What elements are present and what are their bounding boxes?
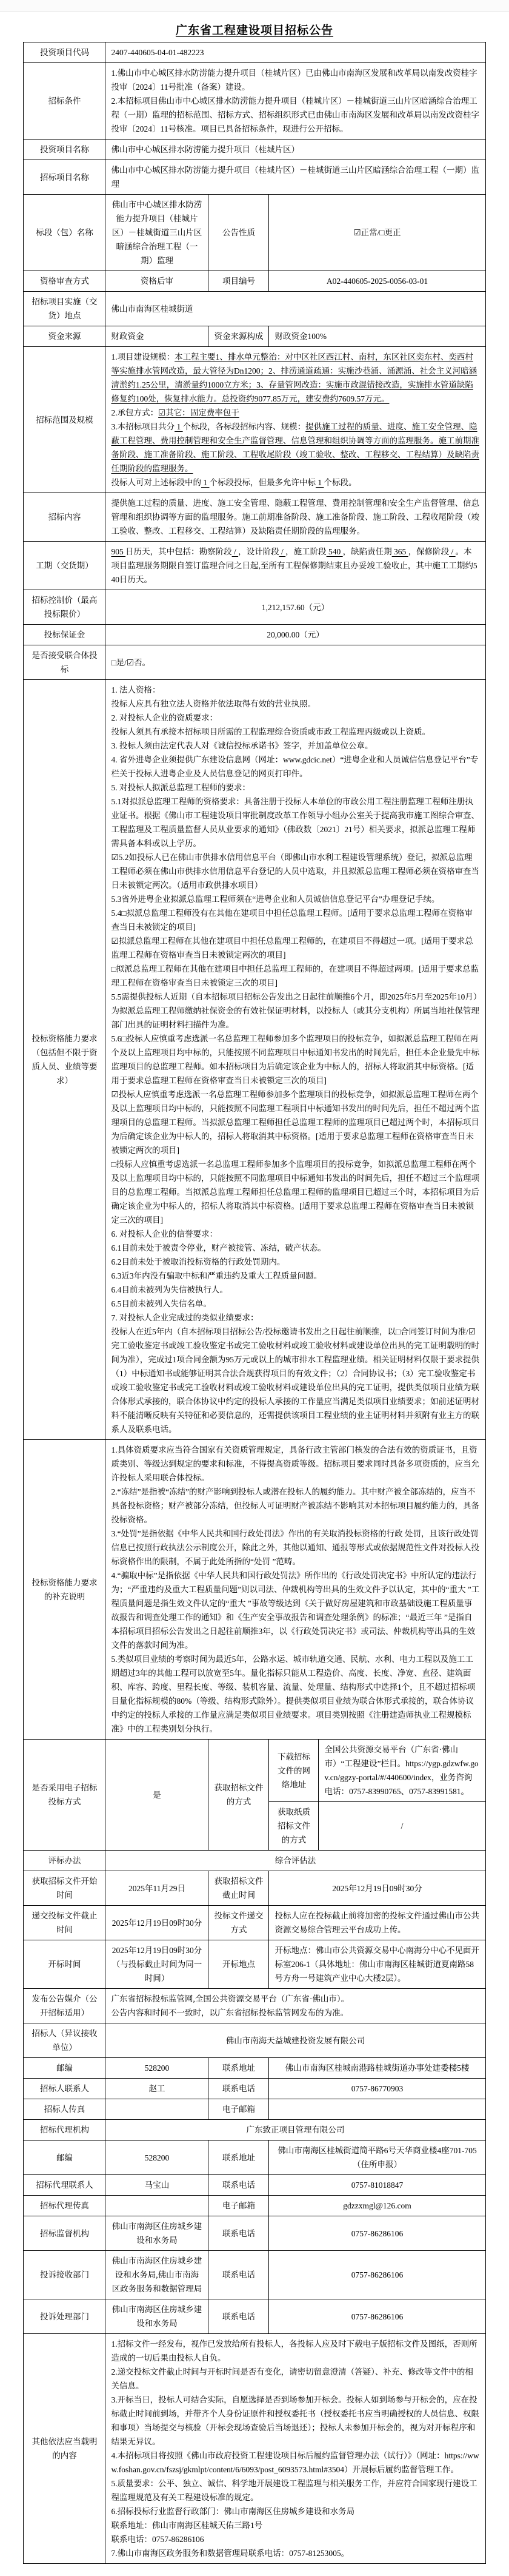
project-number-label: 项目编号 bbox=[208, 271, 269, 292]
bid-bond-label: 投标保证金 bbox=[24, 625, 105, 645]
implementation-place-label: 招标项目实施（交货）地点 bbox=[24, 292, 105, 326]
submit-method-label: 投标文件递交方式 bbox=[208, 1906, 269, 1940]
complaint-receiving-value: 佛山市南海区住房城乡建设和水务局,佛山市南海区政务服务和数据管理局 bbox=[105, 2251, 208, 2299]
agency-contact-label: 招标代理联系人 bbox=[24, 2175, 105, 2196]
row-tenderer-contact bbox=[24, 2079, 485, 2099]
duration-label: 工期（交货期） bbox=[24, 542, 105, 590]
row-investment-project-name bbox=[24, 140, 485, 160]
agency-phone-value: 0757-81018847 bbox=[269, 2175, 485, 2196]
tender-content-label: 招标内容 bbox=[24, 493, 105, 542]
funding-mix-label: 资金来源构成 bbox=[208, 326, 269, 347]
agency-label: 招标代理机构 bbox=[24, 2120, 105, 2141]
section-package-label: 标段（包）名称 bbox=[24, 195, 105, 271]
tenderer-phone-value: 0757-86770903 bbox=[269, 2079, 485, 2099]
tenderer-fax-value bbox=[105, 2099, 208, 2120]
agency-email-value: gdzzxmgl@126.com bbox=[269, 2196, 485, 2216]
doc-start-value: 2025年11月29日 bbox=[105, 1871, 208, 1906]
project-code-label: 投资项目代码 bbox=[24, 42, 105, 63]
supervision-authority-label: 招标监督机构 bbox=[24, 2216, 105, 2251]
duration-value: 905 日历天，其中包括：勘察阶段 / ，设计阶段 / ，施工阶段 540 ，缺陷责任期 365 ，保修阶段 / 。本项目监理服务期限自签订监理合同之日起,至所有工程保修期结束且办妥竣工验收止，其中施工工期约540日历天。 bbox=[105, 542, 485, 590]
tender-scope-value: 1.项目建设规模：本工程主要1、排水单元整治：对中区社区西江村、南村，东区社区奕东村、奕西村等实施排水管网改造，最大管径为Dn1200；2、排涝通道疏通：实施沙巷涌、涌源涌、社会主义河暗涵清淤约1.25公里，清淤量约1000立方米；3、存量管网改造：实施市政混错接改造，实施排水管道缺陷修复约100处，恢复排水能力。总投资约9077.85万元，建安费约7609.57万元。 2.承包方式：☑其它：固定费率包干 3.本招标项目共分 1 个标段，各标段招标内容、规模：提供施工过程的质量、进度、施工安全管理、隐蔽工程管理、费用控制管理和安全生产监督管理、信息管理和组织协调等方面的监理服务。施工前期准备阶段、施工准备阶段、施工阶段、工程收尾阶段（竣工验收、整改、工程移交、工程结算）及缺陷责任期阶段的监理服务。 投标人可对上述标段中的 1 个标段投标，但最多允许中标 1 个标段。 bbox=[105, 347, 485, 493]
evaluation-method-label: 评标办法 bbox=[24, 1851, 105, 1871]
agency-postcode-value: 528200 bbox=[105, 2141, 208, 2175]
paper-documents-value: / bbox=[319, 1802, 485, 1851]
agency-address-value: 佛山市南海区桂城街道简平路6号天华商业楼4座701-705（住所申报） bbox=[269, 2141, 485, 2175]
row-tender-scope bbox=[24, 347, 485, 493]
other-contents-label: 其他依法应当载明的内容 bbox=[24, 2334, 105, 2564]
tenderer-value: 佛山市南海天益城建投资发展有限公司 bbox=[105, 2023, 485, 2058]
row-qualification-review bbox=[24, 271, 485, 292]
row-control-price bbox=[24, 590, 485, 625]
download-address-label: 下载招标文件的网络地址 bbox=[269, 1740, 319, 1802]
complaint-handling-phone-value: 0757-86286106 bbox=[269, 2299, 485, 2334]
supervision-phone-value: 0757-86286106 bbox=[269, 2216, 485, 2251]
other-contents-value: 1.招标文件一经发布，视作已发放给所有投标人，各投标人应及时下载电子版招标文件及图纸，否则所造成的一切后果由投标人自负。 2.递交投标文件截止时间与开标时间是否有变化，请密切留意澄清（答疑）、补充、修改等文件中的相关信息。 3.开标当日，投标人可结合实际，自愿选择是否到场参加开标会。投标人如到场参与开标会的，应在投标截止时间前到场，并带齐个人身份证原件和授权委托书（授权委托书应当明确授权的人员信息、权限和事项）当场提交与核验（开标会现场查验后当场退还）；投标人未参加开标会的，视为对开标程序和结果无异议。 4.本招标项目将按照《佛山市政府投资工程建设项目标后履约监督管理办法（试行）》（网址：https://www.foshan.gov.cn/fszsj/gkmlpt/content/6/6093/post_6093573.html#3504）开展标后履约监督管理工作。 5.质量要求：公平、独立、诚信、科学地开展建设工程监理与相关服务工作，并应符合国家现行建设工程监理规范及有关工程建设标准的规定。 6.招标投标行业监督行政部门：佛山市南海区住房城乡建设和水务局 联系地址：佛山市南海区桂城天佑三路1号 联系电话：0757-86286106 7.佛山市南海区政务服务和数据管理局联系电话：0757-81253005。 bbox=[105, 2334, 485, 2564]
project-number-value: A02-440605-2025-0056-03-01 bbox=[269, 271, 485, 292]
agency-postcode-label: 邮编 bbox=[24, 2141, 105, 2175]
doc-end-label: 获取招标文件截止时间 bbox=[208, 1871, 269, 1906]
row-agency-contact bbox=[24, 2175, 485, 2196]
row-tenderer-postcode bbox=[24, 2058, 485, 2079]
tenderer-address-label: 联系地址 bbox=[208, 2058, 269, 2079]
qualification-supplement-value: 1.具体资质要求应当符合国家有关资质管理规定，具备行政主管部门核发的合法有效的资质证书，且资质类别、等级达到规定的要求和标准，不得提高资质等级。招标项目要求同时具备多项资质的，应当允许投标人采用联合体投标。 2.“冻结”是指被“冻结”的财产影响到投标人或潜在投标人的履约能力。其中财产被全部冻结的，应当不具备投标资格；财产被部分冻结，但投标人可证明财产被冻结不影响其对本招标项目履约能力的，具备投标资格。 3.“处罚”是指依据《中华人民共和国行政处罚法》作出的有关取消投标资格的行政 处罚，且该行政处罚信息已按照行政执法公示制度公开，除此之外，其他以通知、通报等形式或依据规范性文件对投标人投标资格作出的限制，不属于此处所指的“处罚 ”范畴。 4.“骗取中标”是指依据《中华人民共和国行政处罚法》所作出的《行政处罚决定书》中所认定的违法行为；“严重违约及重大工程质量问题”则以司法、仲裁机构等出具的生效文件予以认定，其中的“重大 ”工程质量问题是指生效文件认定的“重大 ”事故等级达到《关于做好房屋建筑和市政基础设施工程质量事故报告和调查处理工作的通知》和《生产安全事故报告和调查处理条例》的标准；“最近三年 ”是指自本招标项目招标公告发出之日起往前顺推3年，以《行政处罚决定书》或司法、仲裁机构等出具的生效文件的落款时间为准。 5.类似项目业绩的考察时间为最近5年，公路水运、城市轨道交通、民航、水利、电力工程以及施工工期超过3年的其他工程可以放宽至5年。量化指标只能从工程造价、高度、长度、净宽、直径、建筑面积、库容、跨度、里程长度、等级、装机容量、流量、处理量、结构形式中选择1个，且不超过招标项目量化指标规模的80%（等级、结构形式除外）。提供类似项目业绩为联合体形式承接的，联合体协议中约定的投标人承接的工作量应满足类似项目业绩要求。项目类别按照《注册建造师执业工程规模标准》中的工程类别划分执行。 bbox=[105, 1440, 485, 1740]
agency-contact-value: 马宝山 bbox=[105, 2175, 208, 2196]
page-title: 广东省工程建设项目招标公告 bbox=[175, 24, 333, 37]
announcement-table bbox=[23, 42, 485, 2564]
tenderer-postcode-value: 528200 bbox=[105, 2058, 208, 2079]
row-complaint-receiving bbox=[24, 2251, 485, 2299]
row-agency-fax bbox=[24, 2196, 485, 2216]
row-document-times bbox=[24, 1871, 485, 1906]
doc-end-value: 2025年12月19日09时30分 bbox=[269, 1871, 485, 1906]
project-code-value: 2407-440605-04-01-482223 bbox=[105, 42, 485, 63]
row-qualification-requirements bbox=[24, 680, 485, 1440]
open-place-value: 开标地点：佛山市公共资源交易中心南海分中心不见面开标室206-1（具体地址：佛山市南海区桂城街道夏南路58号方舟一号建筑产业中心大楼2层）。 bbox=[269, 1940, 485, 1989]
investment-project-name-label: 投资项目名称 bbox=[24, 140, 105, 160]
tender-project-name-label: 招标项目名称 bbox=[24, 160, 105, 195]
complaint-handling-phone-label: 联系电话 bbox=[208, 2299, 269, 2334]
bid-bond-value: 20,000.00（元） bbox=[105, 625, 485, 645]
agency-address-label: 联系地址 bbox=[208, 2141, 269, 2175]
open-time-label: 开标时间 bbox=[24, 1940, 105, 1989]
tender-conditions-value: 1.佛山市中心城区排水防涝能力提升项目（桂城片区）已由佛山市南海区发展和改革局以南发改资桂字投审〔2024〕11号批准（备案）建设。 2.本招标项目佛山市中心城区排水防涝能力提升项目（桂城片区）－桂城街道三山片区暗涵综合治理工程（一期）监理的招标范围、招标方式、招标组织形式已由佛山市南海区发展和改革局以南发改资桂字投审〔2024〕11号核准。项目已具备招标条件，现进行公开招标。 bbox=[105, 63, 485, 140]
row-consortium bbox=[24, 645, 485, 680]
agency-phone-label: 联系电话 bbox=[208, 2175, 269, 2196]
row-tenderer bbox=[24, 2023, 485, 2058]
agency-value: 广东致正项目管理有限公司 bbox=[105, 2120, 485, 2141]
tenderer-address-value: 佛山市南海区桂城南港路桂城街道办事处建委楼5楼 bbox=[269, 2058, 485, 2079]
agency-email-label: 电子邮箱 bbox=[208, 2196, 269, 2216]
row-tender-content bbox=[24, 493, 485, 542]
tender-content-value: 提供施工过程的质量、进度、施工安全管理、隐蔽工程管理、费用控制管理和安全生产监督管理、信息管理和组织协调等方面的监理服务。施工前期准备阶段、施工准备阶段、施工阶段、工程收尾阶段（竣工验收、整改、工程移交、工程结算）及缺陷责任期阶段的监理服务。 bbox=[105, 493, 485, 542]
qualification-requirements-value: 1. 法人资格： 投标人应具有独立法人资格并依法取得有效的营业执照。 2. 对投标人企业的资质要求： 投标人须具有承接本招标项目所需的工程监理综合资质或市政工程监理丙级或以上资质。 3. 投标人须由法定代表人对《诚信投标承诺书》签字，并加盖单位公章。 4. 省外进粤企业须提供广东建设信息网（网址：www.gdcic.net）“进粤企业和人员诚信信息登记平台”专栏关于投标人进粤企业及人员信息登记的网页打印件。 5. 对投标人拟派总监理工程师的要求： 5.1对拟派总监理工程师的资格要求：具备注册于投标人本单位的市政公用工程注册监理工程师注册执业证书。根据《佛山市工程建设项目审批制度改革工作领导小组办公室关于提高我市施工图综合审查、工程监理及工程质量监督人员从业要求的通知》（佛政数〔2021〕21号）相关要求，拟派总监理工程师需具备本科或以上学历。 ☑5.2如投标人已在佛山市供排水信用信息平台（即佛山市水利工程建设管理系统）登记，拟派总监理工程师必须在佛山市供排水信用信息平台登记的人员中选取，并且拟派总监理工程师必须在资格审查当日未被锁定两次。（适用市政供排水项目） 5.3省外进粤企业拟派总监理工程师须在“进粤企业和人员诚信信息登记平台”办理登记手续。 5.4□拟派总监理工程师没有在其他在建项目中担任总监理工程师。[适用于要求总监理工程师在资格审查当日未被锁定的项目] ☑拟派总监理工程师在其他在建项目中担任总监理工程师的，在建项目不得超过一项。[适用于要求总监理工程师在资格审查当日未被锁定两次的项目] □拟派总监理工程师在其他在建项目中担任总监理工程师的，在建项目不得超过两项。[适用于要求总监理工程师在资格审查当日未被锁定三次的项目] 5.5需提供投标人近期（自本招标项目招标公告发出之日起往前顺推6个月，即2025年5月至2025年10月）为拟派总监理工程师缴纳社保资金的有效社保证明材料，以投标人（或其分支机构）所属当地社保管理部门出具的证明材料扫描件为准。 5.6□投标人应慎重考虑选派一名总监理工程师参加多个监理项目的投标竞争，如拟派总监理工程师在两个及以上监理项目均中标的，只能按照不同监理项目中标通知书发出的时间先后，担任本企业最先中标监理项目的总监理工程师。如本招标项目为后确定该企业为中标人的，招标人将取消其中标资格。[适用于要求总监理工程师在资格审查当日未被锁定三次的项目] ☑投标人应慎重考虑选派一名总监理工程师参加多个监理项目的投标竞争，如拟派总监理工程师在两个及以上监理项目均中标的，只能按照不同监理工程项目中标通知书发出的时间先后，担任不超过两个监理项目的总监理工程师。当拟派总监理工程师担任总监理工程师的监理项目已超过两个时，本招标项目为后确定该企业为中标人的，招标人将取消其中标资格。[适用于要求总监理工程师在资格审查当日未被锁定两次的项目] □投标人应慎重考虑选派一名总监理工程师参加多个监理项目的投标竞争，如拟派总监理工程师在两个及以上监理项目均中标的，只能按照不同监理项目中标通知书发出的时间先后，担任不超过三个监理项目的总监理工程师。当拟派总监理工程师担任总监理工程师的监理项目已超过三个时，本招标项目为后确定该企业为中标人的，招标人将取消其中标资格。[适用于要求总监理工程师在资格审查当日未被锁定三次的项目] 6. 对投标人企业的信誉要求： 6.1目前未处于被责令停业，财产被接管、冻结，破产状态。 6.2目前未处于被取消投标资格的行政处罚期内。 6.3近3年内没有骗取中标和严重违约及重大工程质量问题。 6.4目前未被列为失信被执行人。 6.5目前未被列入失信名单。 7. 对投标人企业完成过的类似业绩要求： 投标人在近5年内（自本招标项目招标公告/投标邀请书发出之日起往前顺推，以□合同签订时间为准/☑完工验收鉴定书或竣工验收鉴定书或完工验收材料或竣工验收材料或建设单位出具的完工证明载明的时间为准），完成过1项合同金额为95万元或以上的城市排水工程监理业绩。相关证明材料仅限于要求提供（1）中标通知书或能够证明其合法合规获得项目的有效文件；（2）合同协议书；（3）完工验收鉴定书或竣工验收鉴定书或完工验收材料或竣工验收材料或建设单位出具的完工证明，提供类似项目业绩为联合体形式承接的，联合体协议中约定的投标人承接的工作量应当满足类似项目业绩要求；如前述证明材料不能清晰反映有关特征和必要信息的，还需提供该项目工程业绩的业主证明材料并须附有业主方的联系人及联系电话。 bbox=[105, 680, 485, 1440]
tenderer-phone-label: 联系电话 bbox=[208, 2079, 269, 2099]
row-project-code bbox=[24, 42, 485, 63]
open-place-label: 开标地点 bbox=[208, 1940, 269, 1989]
qualification-review-label: 资格审查方式 bbox=[24, 271, 105, 292]
row-electronic-bidding bbox=[24, 1740, 485, 1802]
row-section-package bbox=[24, 195, 485, 271]
complaint-handling-label: 投诉处理部门 bbox=[24, 2299, 105, 2334]
complaint-receiving-phone-label: 联系电话 bbox=[208, 2251, 269, 2299]
row-evaluation-method bbox=[24, 1851, 485, 1871]
notice-nature-label: 公告性质 bbox=[208, 195, 269, 271]
tender-project-name-value: 佛山市中心城区排水防涝能力提升项目（桂城片区）－桂城街道三山片区暗涵综合治理工程（一期）监理 bbox=[105, 160, 485, 195]
complaint-receiving-phone-value: 0757-86286106 bbox=[269, 2251, 485, 2299]
row-other-contents bbox=[24, 2334, 485, 2564]
evaluation-method-value: 综合评估法 bbox=[105, 1851, 485, 1871]
control-price-value: 1,212,157.60（元） bbox=[105, 590, 485, 625]
notice-nature-value: ☑正常/□更正 bbox=[269, 195, 485, 271]
tender-scope-label: 招标范围及规模 bbox=[24, 347, 105, 493]
section-package-value: 佛山市中心城区排水防涝能力提升项目（桂城片区）－桂城街道三山片区暗涵综合治理工程（一期）监理 bbox=[105, 195, 208, 271]
consortium-label: 是否接受联合体投标 bbox=[24, 645, 105, 680]
row-agency-postcode bbox=[24, 2141, 485, 2175]
row-implementation-place bbox=[24, 292, 485, 326]
qualification-review-value: 资格后审 bbox=[105, 271, 208, 292]
complaint-receiving-label: 投诉接收部门 bbox=[24, 2251, 105, 2299]
tender-conditions-label: 招标条件 bbox=[24, 63, 105, 140]
download-address-value: 全国公共资源交易平台（广东省·佛山市）“工程建设”栏目。https://ygp.gdzwfw.gov.cn/ggzy-portal/#/440600/index，业务咨询电话：0757-83990765、0757-83991581。 bbox=[319, 1740, 485, 1802]
row-bid-bond bbox=[24, 625, 485, 645]
submit-deadline-value: 2025年12月19日09时30分 bbox=[105, 1906, 208, 1940]
page-top-bar bbox=[0, 0, 509, 12]
row-funding-source bbox=[24, 326, 485, 347]
funding-mix-value: 财政资金100% bbox=[269, 326, 485, 347]
qualification-supplement-label: 投标资格能力要求的补充说明 bbox=[24, 1440, 105, 1740]
supervision-phone-label: 联系电话 bbox=[208, 2216, 269, 2251]
control-price-label: 招标控制价（最高投标限价） bbox=[24, 590, 105, 625]
row-supervision-authority bbox=[24, 2216, 485, 2251]
tenderer-postcode-label: 邮编 bbox=[24, 2058, 105, 2079]
row-announcement-media bbox=[24, 1989, 485, 2023]
doc-start-label: 获取招标文件开始时间 bbox=[24, 1871, 105, 1906]
row-complaint-handling bbox=[24, 2299, 485, 2334]
agency-fax-label: 招标代理传真 bbox=[24, 2196, 105, 2216]
announcement-page bbox=[0, 21, 509, 2576]
complaint-handling-value: 佛山市南海区住房城乡建设和水务局 bbox=[105, 2299, 208, 2334]
row-agency bbox=[24, 2120, 485, 2141]
tenderer-contact-label: 招标人联系人 bbox=[24, 2079, 105, 2099]
electronic-bidding-label: 是否采用电子招标投标方式 bbox=[24, 1740, 105, 1851]
announcement-media-value: 广东省招标投标监管网,全国公共资源交易平台（广东省·佛山市）。 公告内容和时间不一致时，以广东省招标投标监管网发布的为准。 bbox=[105, 1989, 485, 2023]
tenderer-email-value bbox=[269, 2099, 485, 2120]
row-submission bbox=[24, 1906, 485, 1940]
tenderer-label: 招标人（异议接收单位） bbox=[24, 2023, 105, 2058]
tenderer-email-label: 电子邮箱 bbox=[208, 2099, 269, 2120]
supervision-authority-value: 佛山市南海区住房城乡建设和水务局 bbox=[105, 2216, 208, 2251]
row-bid-opening bbox=[24, 1940, 485, 1989]
consortium-value: □是/☑否。 bbox=[105, 645, 485, 680]
qualification-requirements-label: 投标资格能力要求（包括但不限于资质人员、业绩等要求） bbox=[24, 680, 105, 1440]
funding-source-label: 资金来源 bbox=[24, 326, 105, 347]
obtain-method-label: 获取招标文件的方式 bbox=[208, 1740, 269, 1851]
electronic-bidding-value: 是 bbox=[105, 1740, 208, 1851]
row-tender-conditions bbox=[24, 63, 485, 140]
paper-documents-label: 获取纸质招标文件的方式 bbox=[269, 1802, 319, 1851]
tenderer-contact-value: 赵工 bbox=[105, 2079, 208, 2099]
row-qualification-supplement bbox=[24, 1440, 485, 1740]
tenderer-fax-label: 招标人传真 bbox=[24, 2099, 105, 2120]
submit-deadline-label: 递交投标文件截止时间 bbox=[24, 1906, 105, 1940]
funding-source-value: 财政资金 bbox=[105, 326, 208, 347]
row-tender-project-name bbox=[24, 160, 485, 195]
row-duration bbox=[24, 542, 485, 590]
agency-fax-value bbox=[105, 2196, 208, 2216]
row-tenderer-fax bbox=[24, 2099, 485, 2120]
investment-project-name-value: 佛山市中心城区排水防涝能力提升项目（桂城片区） bbox=[105, 140, 485, 160]
open-time-value: 2025年12月19日09时30分（与投标截止时间为同一时间） bbox=[105, 1940, 208, 1989]
implementation-place-value: 佛山市南海区桂城街道 bbox=[105, 292, 485, 326]
announcement-media-label: 发布公告媒介（公开招标适用） bbox=[24, 1989, 105, 2023]
submit-method-value: 投标人应在投标截止前将加密的投标文件通过佛山市公共资源交易综合管理云平台成功上传。 bbox=[269, 1906, 485, 1940]
